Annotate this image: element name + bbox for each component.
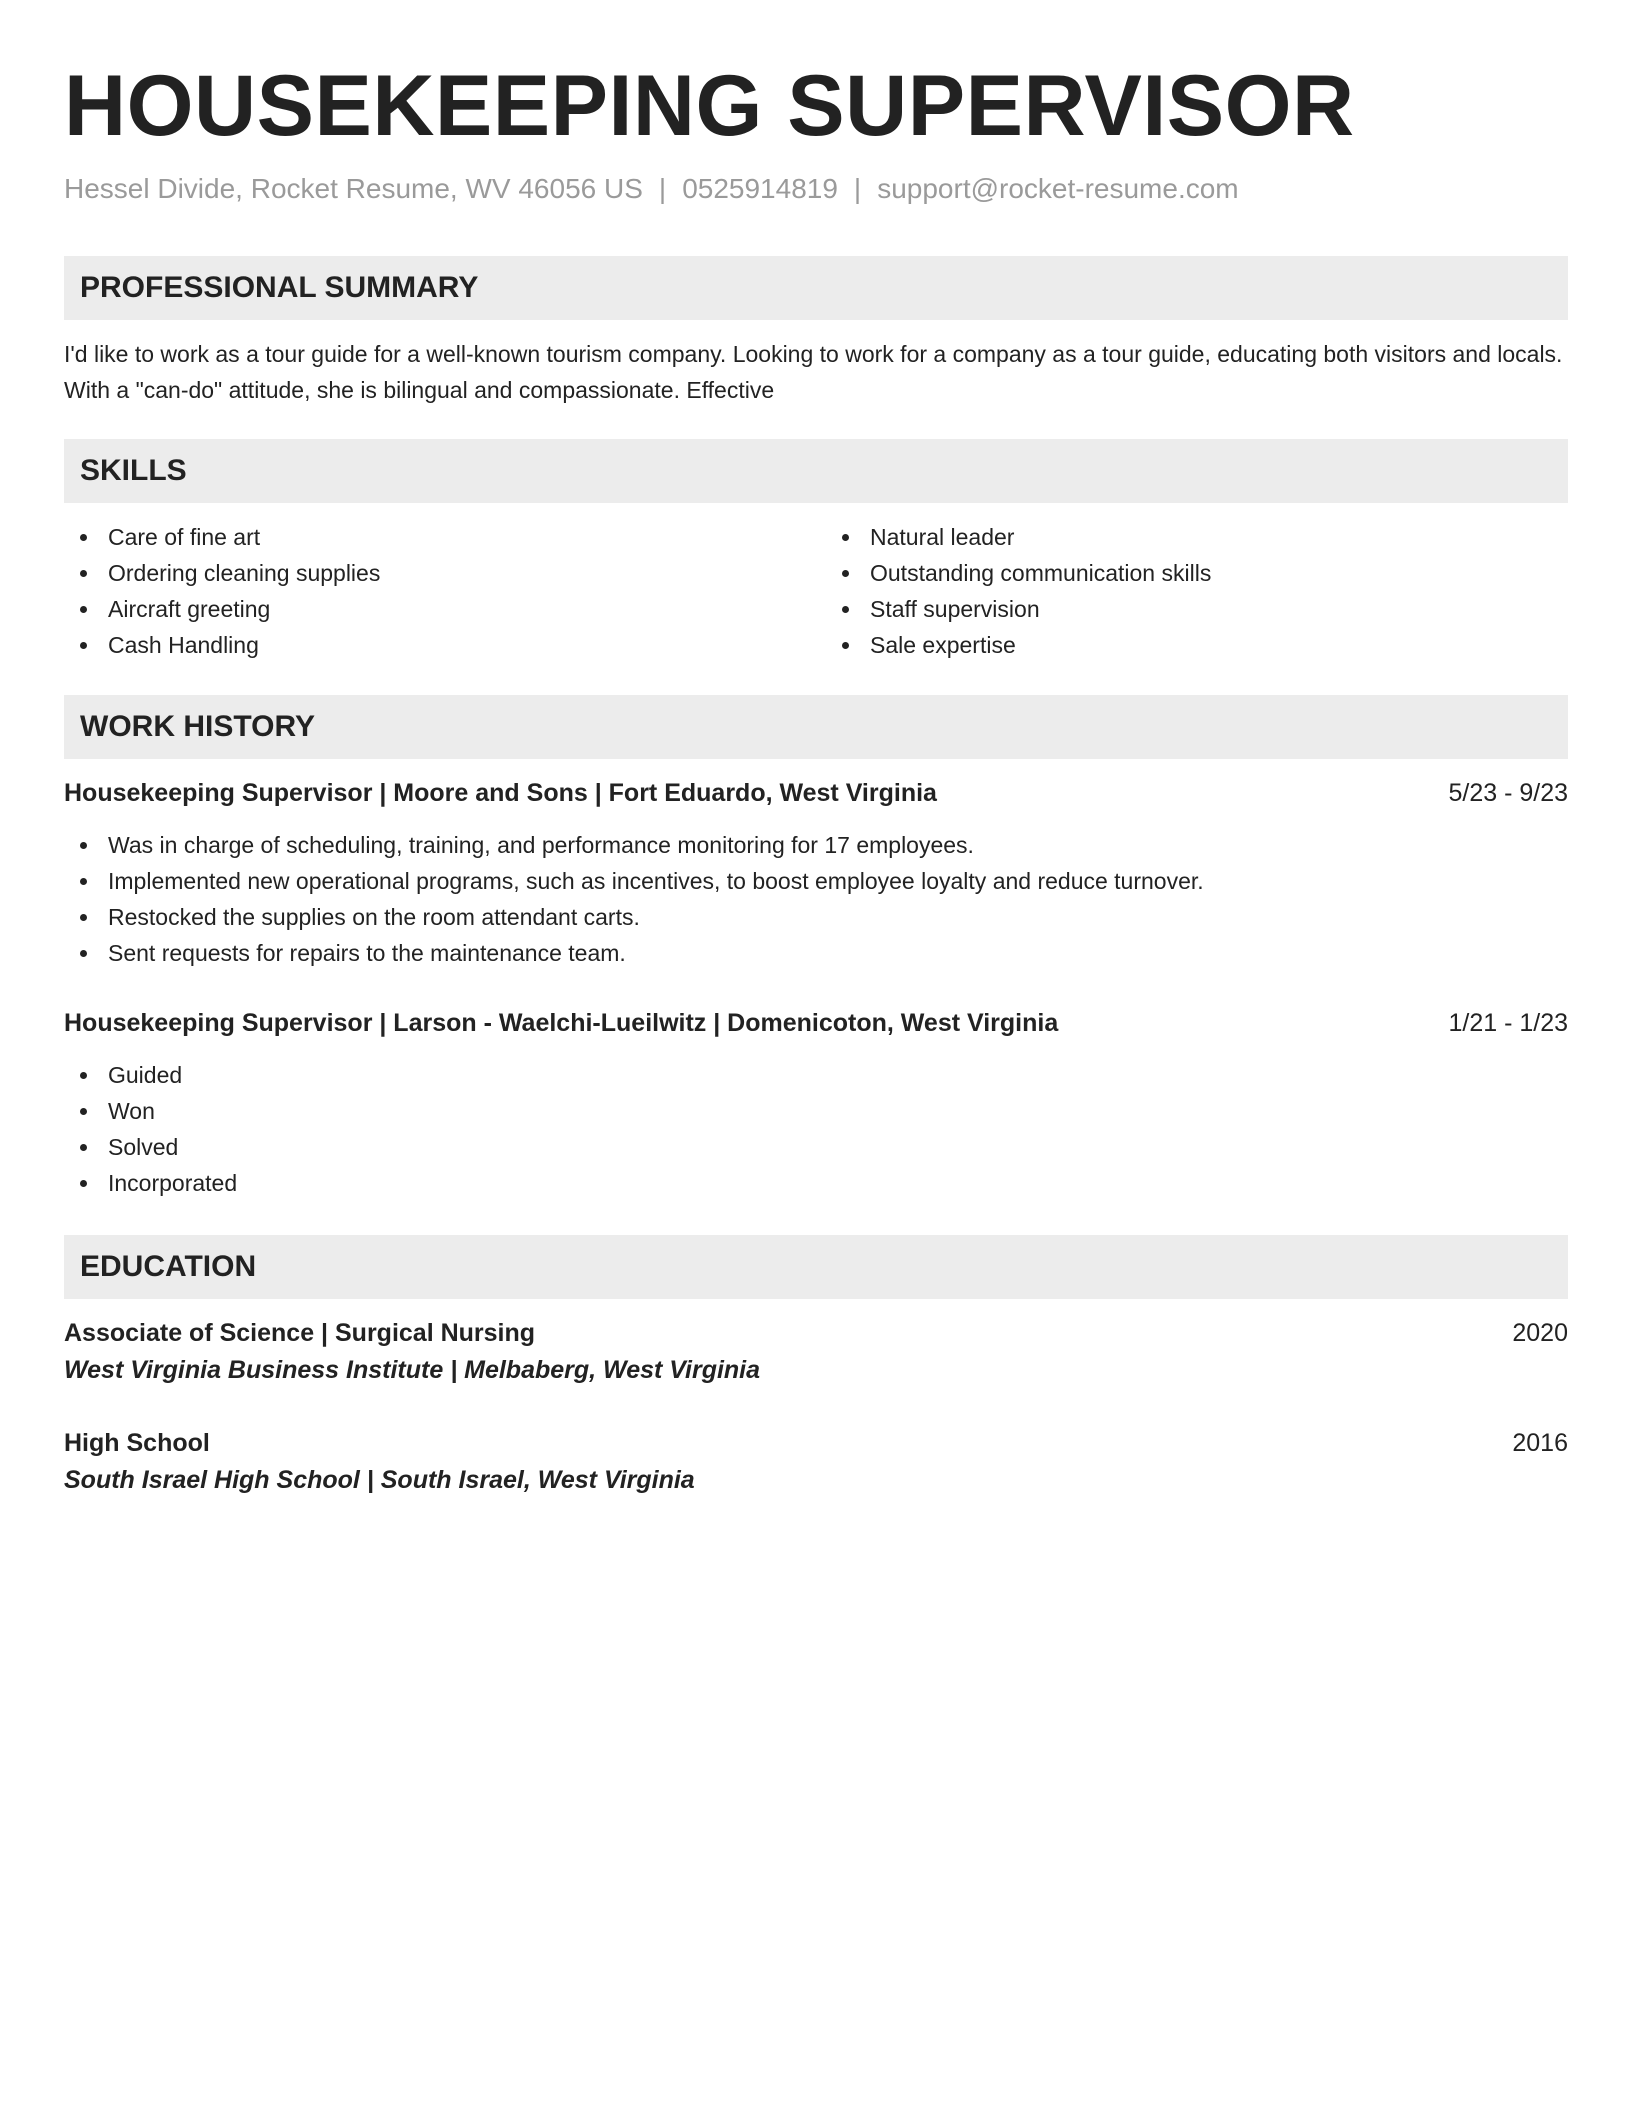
graduation-year: 2016 bbox=[1512, 1429, 1568, 1457]
job-bullet: Solved bbox=[64, 1129, 1568, 1165]
skill-item: Ordering cleaning supplies bbox=[64, 555, 806, 591]
skill-item: Staff supervision bbox=[826, 591, 1568, 627]
job-bullet: Incorporated bbox=[64, 1165, 1568, 1201]
job-dates: 1/21 - 1/23 bbox=[1448, 1009, 1568, 1037]
contact-separator: | bbox=[853, 173, 862, 204]
graduation-year: 2020 bbox=[1512, 1319, 1568, 1347]
school-name: South Israel High School | South Israel, West Virginia bbox=[64, 1466, 695, 1494]
contact-separator: | bbox=[658, 173, 667, 204]
section-heading-work-history: WORK HISTORY bbox=[64, 695, 1568, 759]
contact-address: Hessel Divide, Rocket Resume, WV 46056 US bbox=[64, 173, 643, 204]
work-entry bbox=[64, 1005, 1568, 1201]
job-title: Housekeeping Supervisor | Moore and Sons | Fort Eduardo, West Virginia bbox=[64, 779, 937, 807]
skill-item: Sale expertise bbox=[826, 627, 1568, 663]
degree-title: High School bbox=[64, 1429, 210, 1457]
summary-text: I'd like to work as a tour guide for a well-known tourism company. Looking to work for a company as a tour guide, educating both visitors and locals. With a "can-do" attitude, she is bilingual and compassionate. Effective bbox=[64, 341, 1563, 403]
education-entry bbox=[64, 1425, 1568, 1499]
job-bullet: Guided bbox=[64, 1057, 1568, 1093]
section-heading-skills: SKILLS bbox=[64, 439, 1568, 503]
contact-line bbox=[64, 172, 1568, 206]
candidate-name: HOUSEKEEPING SUPERVISOR bbox=[64, 58, 1355, 154]
job-bullet: Implemented new operational programs, such as incentives, to boost employee loyalty and reduce turnover. bbox=[64, 863, 1568, 899]
education-entry-header bbox=[64, 1425, 1568, 1461]
job-bullets bbox=[64, 827, 1568, 971]
work-entry bbox=[64, 775, 1568, 971]
skill-item: Aircraft greeting bbox=[64, 591, 806, 627]
school-name: West Virginia Business Institute | Melbaberg, West Virginia bbox=[64, 1356, 761, 1384]
education-entry-header bbox=[64, 1315, 1568, 1351]
job-bullet: Was in charge of scheduling, training, and performance monitoring for 17 employees. bbox=[64, 827, 1568, 863]
section-heading-summary: PROFESSIONAL SUMMARY bbox=[64, 256, 1568, 320]
skill-item: Natural leader bbox=[826, 519, 1568, 555]
resume-page bbox=[64, 0, 1568, 1499]
job-bullet: Sent requests for repairs to the maintenance team. bbox=[64, 935, 1568, 971]
degree-title: Associate of Science | Surgical Nursing bbox=[64, 1319, 536, 1347]
work-entry-header bbox=[64, 775, 1568, 811]
contact-email: support@rocket-resume.com bbox=[877, 173, 1239, 204]
skills-column-right bbox=[826, 519, 1568, 663]
skills-list bbox=[64, 519, 1568, 663]
job-dates: 5/23 - 9/23 bbox=[1448, 779, 1568, 807]
skill-item: Outstanding communication skills bbox=[826, 555, 1568, 591]
job-bullet: Restocked the supplies on the room attendant carts. bbox=[64, 899, 1568, 935]
skill-item: Cash Handling bbox=[64, 627, 806, 663]
job-bullet: Won bbox=[64, 1093, 1568, 1129]
contact-phone: 0525914819 bbox=[682, 173, 838, 204]
section-heading-education: EDUCATION bbox=[64, 1235, 1568, 1299]
job-bullets bbox=[64, 1057, 1568, 1201]
skill-item: Care of fine art bbox=[64, 519, 806, 555]
education-entry bbox=[64, 1315, 1568, 1389]
skills-column-left bbox=[64, 519, 806, 663]
work-entry-header bbox=[64, 1005, 1568, 1041]
job-title: Housekeeping Supervisor | Larson - Waelchi-Lueilwitz | Domenicoton, West Virginia bbox=[64, 1009, 1059, 1037]
